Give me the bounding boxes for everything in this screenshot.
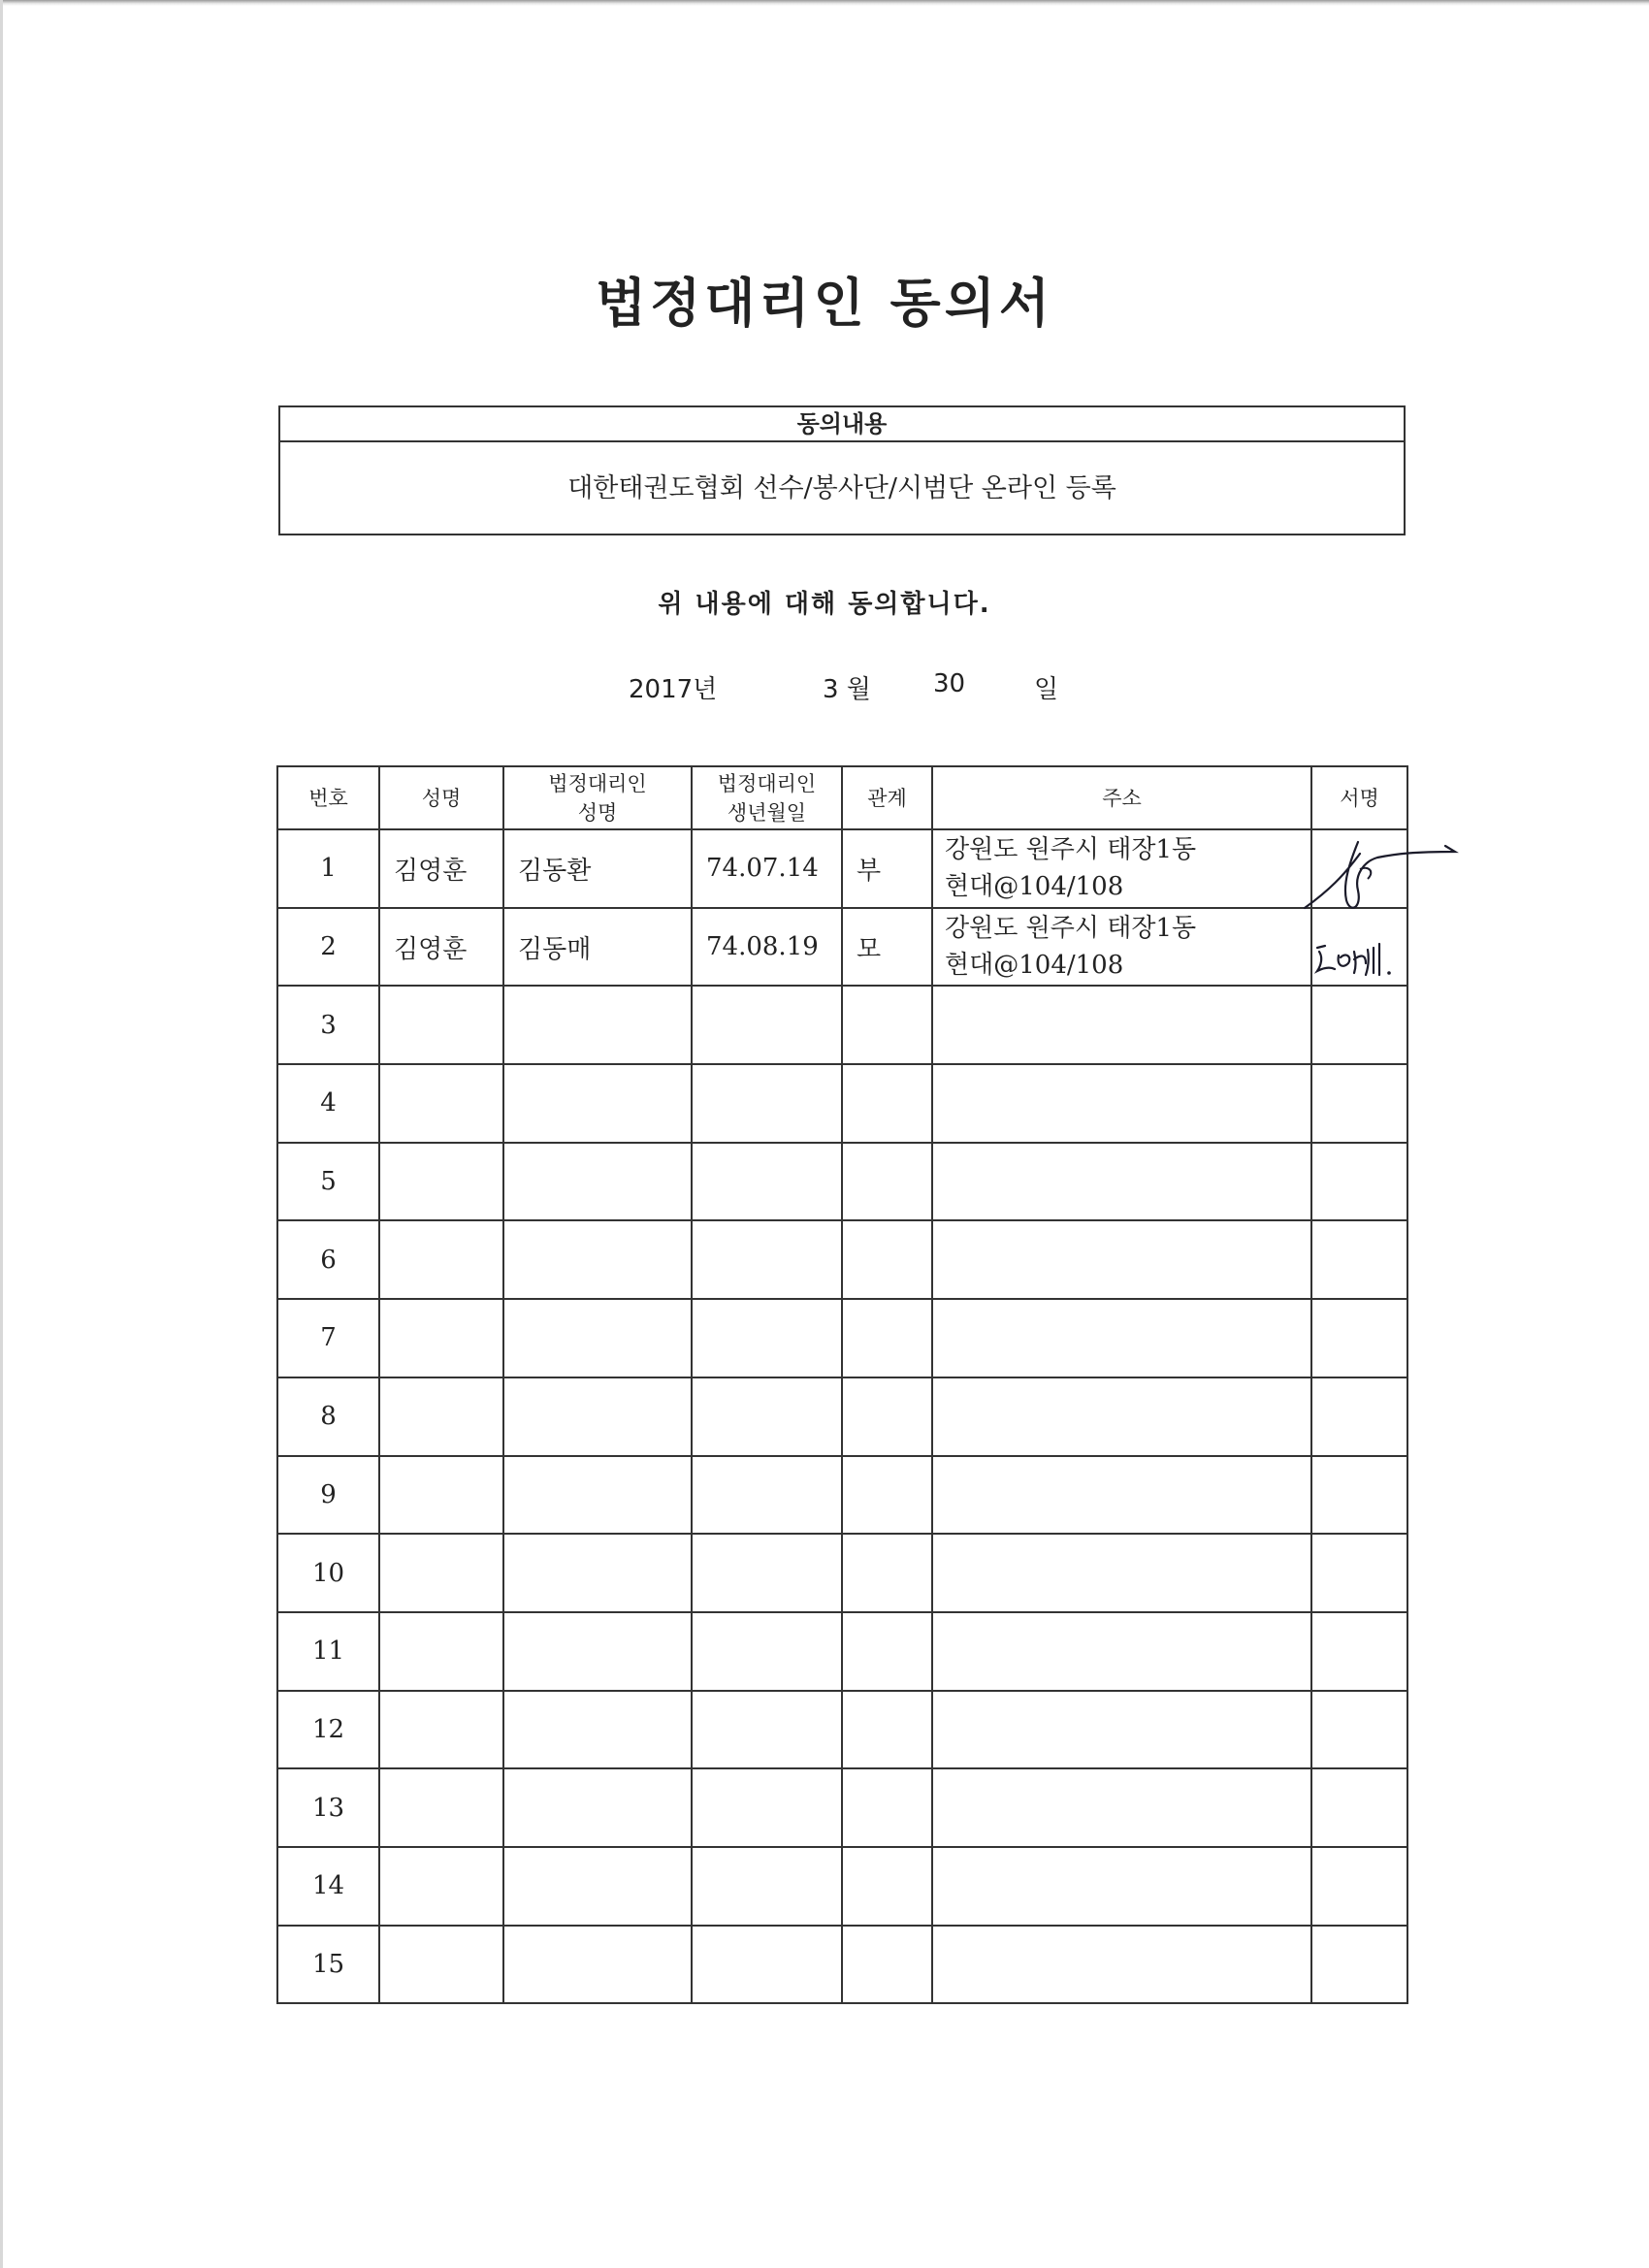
table-row <box>277 1691 1407 1769</box>
table-row <box>277 1926 1407 2004</box>
relation <box>842 1143 932 1221</box>
guardian-name <box>503 1143 692 1221</box>
table-row <box>277 1768 1407 1847</box>
relation <box>842 1456 932 1535</box>
address: 강원도 원주시 태장1동 현대@104/108 <box>932 908 1311 987</box>
member-name <box>379 1143 503 1221</box>
relation <box>842 1612 932 1691</box>
row-number: 6 <box>277 1220 379 1299</box>
header-rep-name: 법정대리인 성명 <box>503 766 692 829</box>
table-row <box>277 1847 1407 1926</box>
table-row <box>277 1456 1407 1535</box>
date-month: 3 월 <box>823 675 871 704</box>
header-relation: 관계 <box>842 766 932 829</box>
consent-header: 동의내용 <box>280 407 1404 442</box>
address <box>932 1612 1311 1691</box>
signature-cell <box>1311 1534 1407 1612</box>
guardian-dob <box>692 1768 842 1847</box>
relation <box>842 1377 932 1456</box>
date-year: 2017년 <box>629 675 718 704</box>
member-name <box>379 1612 503 1691</box>
member-name <box>379 1299 503 1377</box>
row-number: 11 <box>277 1612 379 1691</box>
header-name: 성명 <box>379 766 503 829</box>
row-number: 5 <box>277 1143 379 1221</box>
signature-cell <box>1311 1612 1407 1691</box>
guardian-dob: 74.08.19 <box>692 908 842 987</box>
guardian-name <box>503 1220 692 1299</box>
signature-cell <box>1311 1220 1407 1299</box>
signature-cell <box>1311 1691 1407 1769</box>
guardian-name <box>503 1847 692 1926</box>
row-number: 14 <box>277 1847 379 1926</box>
address <box>932 1377 1311 1456</box>
signature-cell <box>1311 1926 1407 2004</box>
member-name <box>379 1064 503 1143</box>
guardian-name <box>503 1926 692 2004</box>
guardian-name <box>503 1456 692 1535</box>
member-name <box>379 1691 503 1769</box>
guardian-table <box>276 765 1408 2004</box>
guardian-dob <box>692 1691 842 1769</box>
member-name: 김영훈 <box>379 829 503 908</box>
guardian-name <box>503 1534 692 1612</box>
member-name <box>379 1534 503 1612</box>
guardian-name <box>503 1064 692 1143</box>
consent-content: 대한태권도협회 선수/봉사단/시범단 온라인 등록 <box>567 473 1116 503</box>
address <box>932 986 1311 1064</box>
date-day-label: 일 <box>1034 675 1059 704</box>
address: 강원도 원주시 태장1동 현대@104/108 <box>932 829 1311 908</box>
row-number: 10 <box>277 1534 379 1612</box>
guardian-dob <box>692 1926 842 2004</box>
guardian-name <box>503 1612 692 1691</box>
row-number: 12 <box>277 1691 379 1769</box>
guardian-dob <box>692 1612 842 1691</box>
header-signature: 서명 <box>1311 766 1407 829</box>
address <box>932 1456 1311 1535</box>
guardian-dob <box>692 1064 842 1143</box>
member-name <box>379 1768 503 1847</box>
guardian-dob <box>692 1847 842 1926</box>
guardian-name <box>503 1299 692 1377</box>
signature-cell <box>1311 1299 1407 1377</box>
guardian-dob <box>692 986 842 1064</box>
signature-cell <box>1311 986 1407 1064</box>
signature-cell <box>1311 908 1407 987</box>
guardian-name <box>503 986 692 1064</box>
address <box>932 1220 1311 1299</box>
row-number: 3 <box>277 986 379 1064</box>
address <box>932 1299 1311 1377</box>
date-day: 30 <box>933 669 966 698</box>
relation <box>842 1926 932 2004</box>
table-row <box>277 1612 1407 1691</box>
signature-cell <box>1311 1847 1407 1926</box>
member-name <box>379 1377 503 1456</box>
address <box>932 1847 1311 1926</box>
address <box>932 1534 1311 1612</box>
agreement-statement: 위 내용에 대해 동의합니다. <box>658 590 991 619</box>
row-number: 1 <box>277 829 379 908</box>
row-number: 13 <box>277 1768 379 1847</box>
table-row <box>277 1534 1407 1612</box>
consent-box <box>278 405 1406 535</box>
header-number: 번호 <box>277 766 379 829</box>
relation <box>842 1220 932 1299</box>
member-name: 김영훈 <box>379 908 503 987</box>
guardian-dob <box>692 1456 842 1535</box>
guardian-name <box>503 1768 692 1847</box>
member-name <box>379 1220 503 1299</box>
table-row <box>277 1299 1407 1377</box>
relation <box>842 1064 932 1143</box>
table-row <box>277 829 1407 908</box>
signature-cell <box>1311 1377 1407 1456</box>
member-name <box>379 1456 503 1535</box>
table-row <box>277 1143 1407 1221</box>
address <box>932 1691 1311 1769</box>
signature-cell <box>1311 1456 1407 1535</box>
row-number: 8 <box>277 1377 379 1456</box>
relation <box>842 1847 932 1926</box>
guardian-dob <box>692 1220 842 1299</box>
row-number: 9 <box>277 1456 379 1535</box>
address <box>932 1064 1311 1143</box>
row-number: 4 <box>277 1064 379 1143</box>
guardian-name: 김동환 <box>503 829 692 908</box>
relation <box>842 1691 932 1769</box>
document-title: 법정대리인 동의서 <box>595 273 1054 334</box>
guardian-name <box>503 1691 692 1769</box>
header-rep-dob: 법정대리인 생년월일 <box>692 766 842 829</box>
relation <box>842 1299 932 1377</box>
guardian-name: 김동매 <box>503 908 692 987</box>
signature-cell <box>1311 1064 1407 1143</box>
scan-edge <box>0 0 1649 6</box>
relation <box>842 1768 932 1847</box>
member-name <box>379 1847 503 1926</box>
guardian-dob <box>692 1377 842 1456</box>
row-number: 7 <box>277 1299 379 1377</box>
address <box>932 1143 1311 1221</box>
signature-cell <box>1311 1768 1407 1847</box>
table-row <box>277 1220 1407 1299</box>
address <box>932 1926 1311 2004</box>
relation: 모 <box>842 908 932 987</box>
table-row <box>277 1064 1407 1143</box>
table-row <box>277 908 1407 987</box>
member-name <box>379 1926 503 2004</box>
table-row <box>277 986 1407 1064</box>
table-row <box>277 1377 1407 1456</box>
relation <box>842 986 932 1064</box>
row-number: 15 <box>277 1926 379 2004</box>
header-address: 주소 <box>932 766 1311 829</box>
signature-cell <box>1311 829 1407 908</box>
guardian-dob: 74.07.14 <box>692 829 842 908</box>
member-name <box>379 986 503 1064</box>
relation: 부 <box>842 829 932 908</box>
address <box>932 1768 1311 1847</box>
relation <box>842 1534 932 1612</box>
scan-edge-left <box>0 0 3 2268</box>
signature-cell <box>1311 1143 1407 1221</box>
guardian-dob <box>692 1299 842 1377</box>
table-header-row <box>277 766 1407 829</box>
guardian-name <box>503 1377 692 1456</box>
guardian-dob <box>692 1143 842 1221</box>
guardian-dob <box>692 1534 842 1612</box>
row-number: 2 <box>277 908 379 987</box>
